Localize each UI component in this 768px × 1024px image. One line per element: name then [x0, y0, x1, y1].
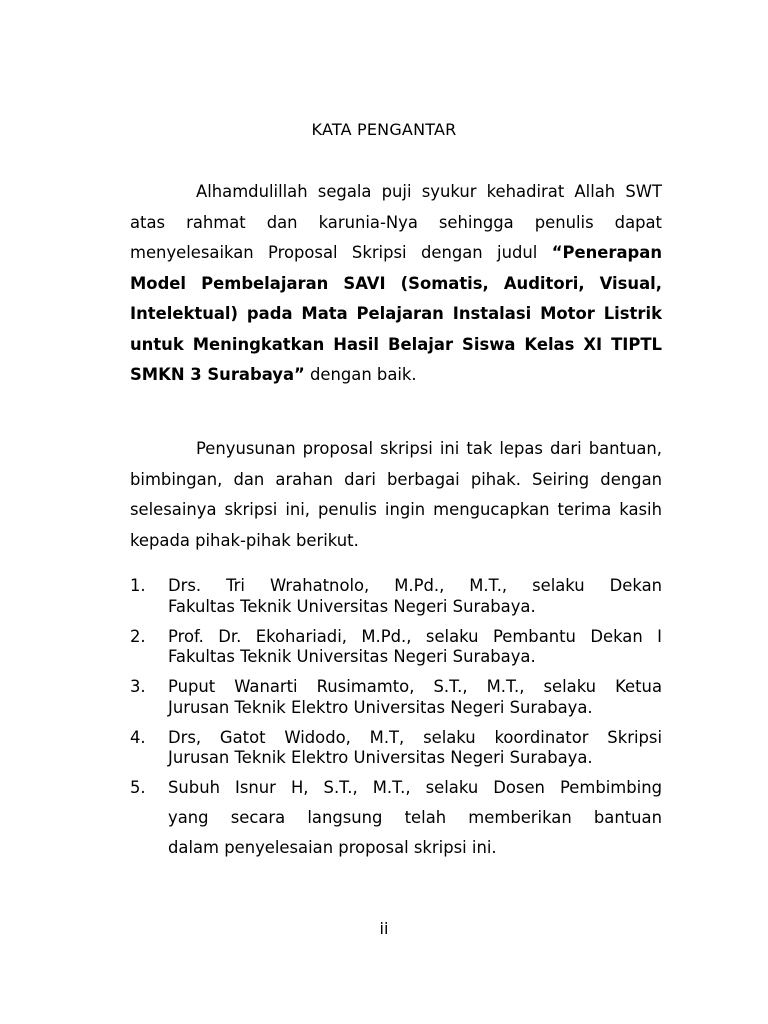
- page-number: ii: [379, 919, 389, 938]
- acknowledgement-list: [130, 571, 662, 863]
- list-item: [130, 723, 662, 774]
- list-item-number: 2.: [130, 626, 146, 646]
- list-item-line: Fakultas Teknik Universitas Negeri Surabaya.: [168, 647, 536, 666]
- list-item-number: 5.: [130, 778, 146, 797]
- list-item-line: Drs. Tri Wrahatnolo, M.Pd., M.T., selaku Dekan: [168, 576, 662, 595]
- list-item-line: dalam penyelesaian proposal skripsi ini.: [168, 838, 497, 857]
- list-item: [130, 571, 662, 622]
- list-item: [130, 672, 662, 723]
- list-item-line: Subuh Isnur H, S.T., M.T., selaku Dosen Pembimbing: [168, 778, 662, 797]
- list-item-number: 3.: [130, 677, 146, 696]
- list-item-line: Prof. Dr. Ekohariadi, M.Pd., selaku Pembantu Dekan I: [168, 626, 662, 646]
- list-item-line: Jurusan Teknik Elektro Universitas Negeri Surabaya.: [168, 748, 593, 767]
- list-item-number: 4.: [130, 727, 146, 747]
- list-item-number: 1.: [130, 576, 146, 595]
- list-item-line: Drs, Gatot Widodo, M.T, selaku koordinator Skripsi: [168, 727, 662, 747]
- paragraph-intro-closing: dengan baik.: [304, 365, 417, 384]
- list-item: [130, 622, 662, 673]
- list-item-line: Puput Wanarti Rusimamto, S.T., M.T., selaku Ketua: [168, 677, 662, 696]
- thesis-title: “Penerapan Model Pembelajaran SAVI (Somatis, Auditori, Visual, Intelektual) pada Mata Pelajaran Instalasi Motor Listrik untuk Meningkatkan Hasil Belajar Siswa Kelas XI TIPTL SMKN 3 Surabaya”: [130, 243, 662, 384]
- paragraph-intro-text: Alhamdulillah segala puji syukur kehadirat Allah SWT atas rahmat dan karunia-Nya sehingga penulis dapat menyelesaikan Proposal Skripsi dengan judul: [130, 182, 662, 262]
- list-item-line: Jurusan Teknik Elektro Universitas Negeri Surabaya.: [168, 697, 593, 717]
- page-title: KATA PENGANTAR: [311, 120, 457, 139]
- paragraph-acknowledgement-intro: Penyusunan proposal skripsi ini tak lepas dari bantuan, bimbingan, dan arahan dari berbagai pihak. Seiring dengan selesainya skripsi ini, penulis ingin mengucapkan terima kasih kepada pihak-pihak berikut.: [130, 439, 662, 550]
- paragraph-intro: [130, 177, 662, 391]
- list-item: [130, 773, 662, 863]
- list-item-line: Fakultas Teknik Universitas Negeri Surabaya.: [168, 596, 536, 616]
- list-item-line: yang secara langsung telah memberikan bantuan: [168, 808, 662, 827]
